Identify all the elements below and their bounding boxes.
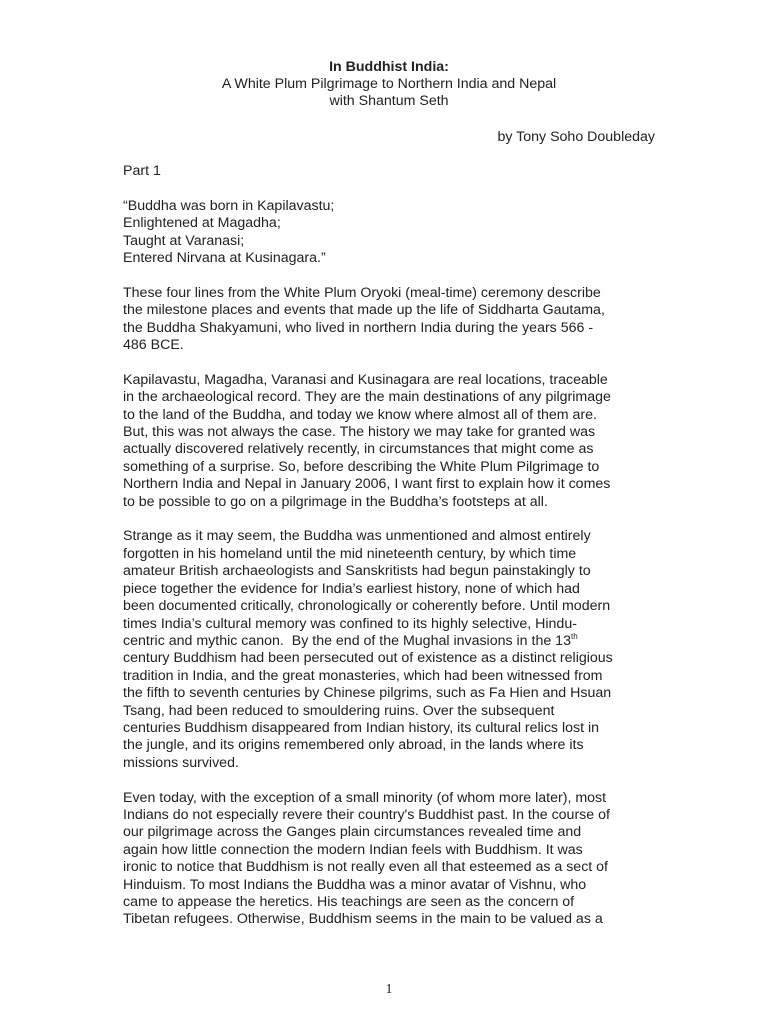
title-block [0, 59, 768, 110]
text-line-with-superscript [123, 633, 683, 650]
paragraph-2 [123, 372, 683, 511]
text-line: our pilgrimage across the Ganges plain circumstances revealed time and [123, 824, 582, 841]
author-byline: by Tony Soho Doubleday [497, 129, 655, 145]
text-line: Northern India and Nepal in January 2006, I want first to explain how it comes [123, 476, 611, 493]
text-line: to be possible to go on a pilgrimage in the Buddha’s footsteps at all. [123, 493, 548, 510]
document-subtitle-line-1: A White Plum Pilgrimage to Northern India and Nepal [221, 76, 557, 92]
text-line: tradition in India, and the great monasteries, which had been witnessed from [123, 667, 603, 684]
text-line: These four lines from the White Plum Oryoki (meal-time) ceremony describe [123, 284, 601, 301]
document-title: In Buddhist India: [329, 59, 449, 75]
quote-line: Entered Nirvana at Kusinagara.” [123, 250, 326, 267]
text-line: the Buddha Shakyamuni, who lived in northern India during the years 566 - [123, 319, 594, 336]
text-line: amateur British archaeologists and Sanskritists had begun painstakingly to [123, 563, 591, 580]
text-line: ironic to notice that Buddhism is not really even all that esteemed as a sect of [123, 859, 609, 876]
text-line: missions survived. [123, 754, 239, 771]
text-line: Tsang, had been reduced to smouldering ruins. Over the subsequent [123, 702, 555, 719]
text-line: actually discovered relatively recently, in circumstances that might come as [123, 441, 594, 458]
quote-line: “Buddha was born in Kapilavastu; [123, 197, 335, 214]
text-line: Even today, with the exception of a small minority (of whom more later), most [123, 789, 607, 806]
text-line: Indians do not especially revere their country's Buddhist past. In the course of [123, 806, 610, 823]
text-line: in the archaeological record. They are the main destinations of any pilgrimage [123, 389, 611, 406]
paragraph-4 [123, 790, 683, 929]
text-line: Strange as it may seem, the Buddha was unmentioned and almost entirely [123, 528, 591, 545]
section-label: Part 1 [123, 163, 161, 179]
paragraph-1 [123, 285, 683, 355]
document-body [123, 163, 683, 946]
text-line: the jungle, and its origins remembered only abroad, in the lands where its [123, 737, 584, 754]
text-line: to the land of the Buddha, and today we know where almost all of them are. [123, 406, 597, 423]
text-line: been documented critically, chronologically or coherently before. Until modern [123, 598, 611, 615]
text-line: came to appease the heretics. His teachings are seen as the concern of [123, 893, 575, 910]
text-line: Hinduism. To most Indians the Buddha was a minor avatar of Vishnu, who [123, 876, 587, 893]
page-number: 1 [385, 982, 393, 997]
quote-line: Enlightened at Magadha; [123, 215, 281, 232]
opening-quote [123, 198, 683, 268]
text-line: Tibetan refugees. Otherwise, Buddhism seems in the main to be valued as a [123, 911, 603, 928]
document-subtitle-line-2: with Shantum Seth [329, 93, 449, 109]
text-line: century Buddhism had been persecuted out of existence as a distinct religious [123, 650, 613, 667]
text-line: forgotten in his homeland until the mid nineteenth century, by which time [123, 545, 577, 562]
text-line: But, this was not always the case. The history we may take for granted was [123, 424, 596, 441]
text-line: centric and mythic canon. By the end of the Mughal invasions in the 13 [123, 632, 571, 649]
text-line: the fifth to seventh centuries by Chinese pilgrims, such as Fa Hien and Hsuan [123, 685, 612, 702]
text-line: times India’s cultural memory was confined to its highly selective, Hindu- [123, 615, 577, 632]
text-line: piece together the evidence for India’s earliest history, none of which had [123, 580, 580, 597]
paragraph-3 [123, 528, 683, 772]
quote-line: Taught at Varanasi; [123, 232, 245, 249]
text-line: again how little connection the modern Indian feels with Buddhism. It was [123, 841, 583, 858]
text-line: Kapilavastu, Magadha, Varanasi and Kusinagara are real locations, traceable [123, 371, 608, 388]
text-line: centuries Buddhism disappeared from Indian history, its cultural relics lost in [123, 719, 600, 736]
text-line: 486 BCE. [123, 337, 184, 354]
text-line: the milestone places and events that made up the life of Siddharta Gautama, [123, 302, 605, 319]
text-line: something of a surprise. So, before describing the White Plum Pilgrimage to [123, 458, 600, 475]
ordinal-superscript: th [570, 631, 578, 641]
